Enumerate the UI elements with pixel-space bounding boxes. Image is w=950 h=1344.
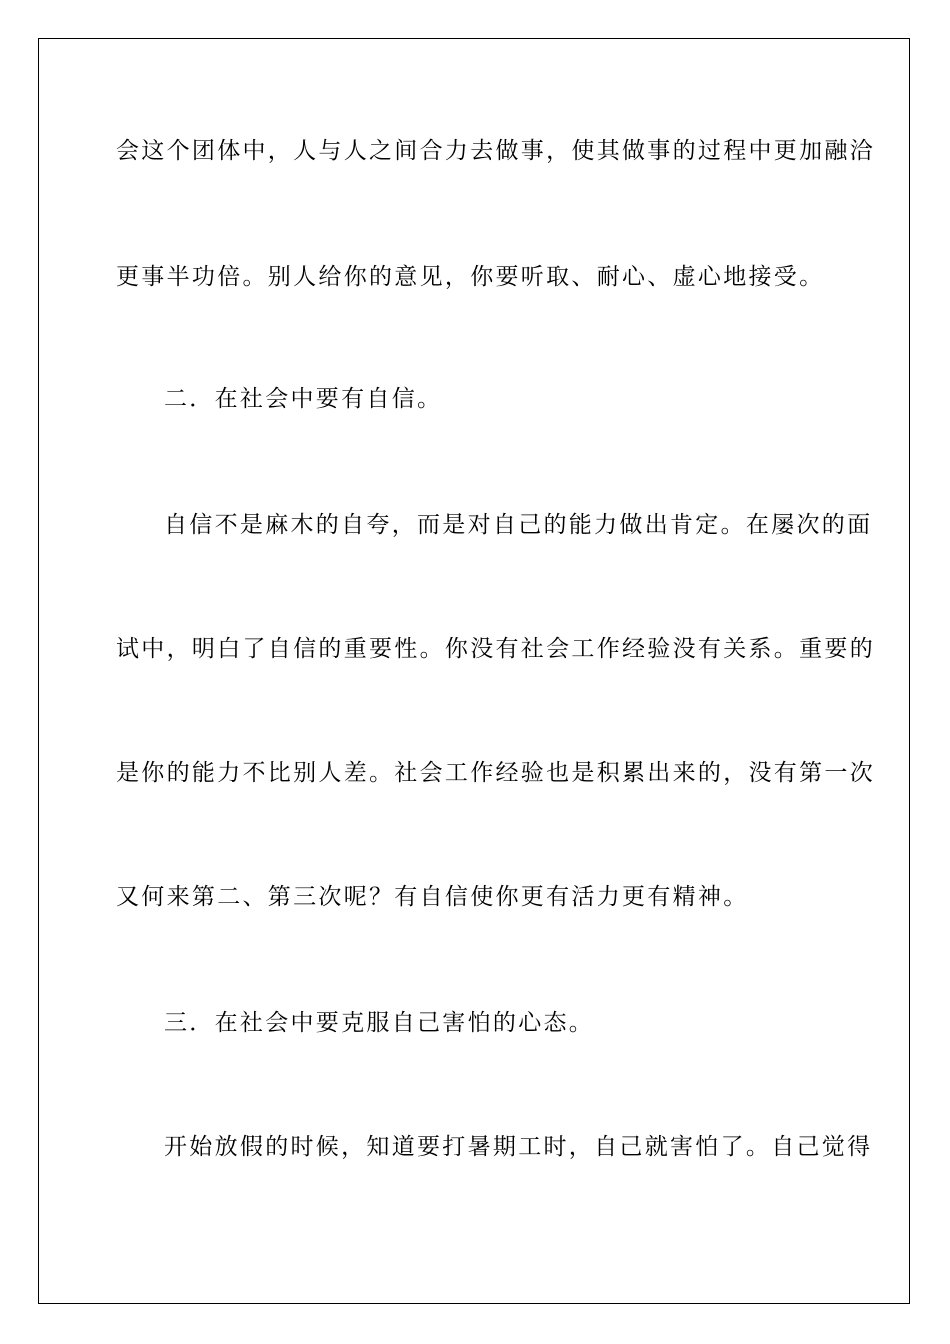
paragraph-line-7: 开始放假的时候，知道要打暑期工时，自己就害怕了。自己觉得 bbox=[164, 1134, 873, 1160]
section-heading-2: 二．在社会中要有自信。 bbox=[164, 386, 443, 412]
paragraph-line-5: 是你的能力不比别人差。社会工作经验也是积累出来的，没有第一次 bbox=[116, 760, 875, 786]
paragraph-line-4: 试中，明白了自信的重要性。你没有社会工作经验没有关系。重要的 bbox=[116, 636, 875, 662]
page-border bbox=[38, 38, 910, 1304]
paragraph-line-3: 自信不是麻木的自夸，而是对自己的能力做出肯定。在屡次的面 bbox=[164, 512, 873, 538]
paragraph-line-6: 又何来第二、第三次呢？有自信使你更有活力更有精神。 bbox=[116, 884, 749, 910]
paragraph-line-1: 会这个团体中，人与人之间合力去做事，使其做事的过程中更加融洽 bbox=[116, 138, 875, 164]
paragraph-line-2: 更事半功倍。别人给你的意见，你要听取、耐心、虚心地接受。 bbox=[116, 264, 825, 290]
section-heading-3: 三．在社会中要克服自己害怕的心态。 bbox=[164, 1010, 595, 1036]
